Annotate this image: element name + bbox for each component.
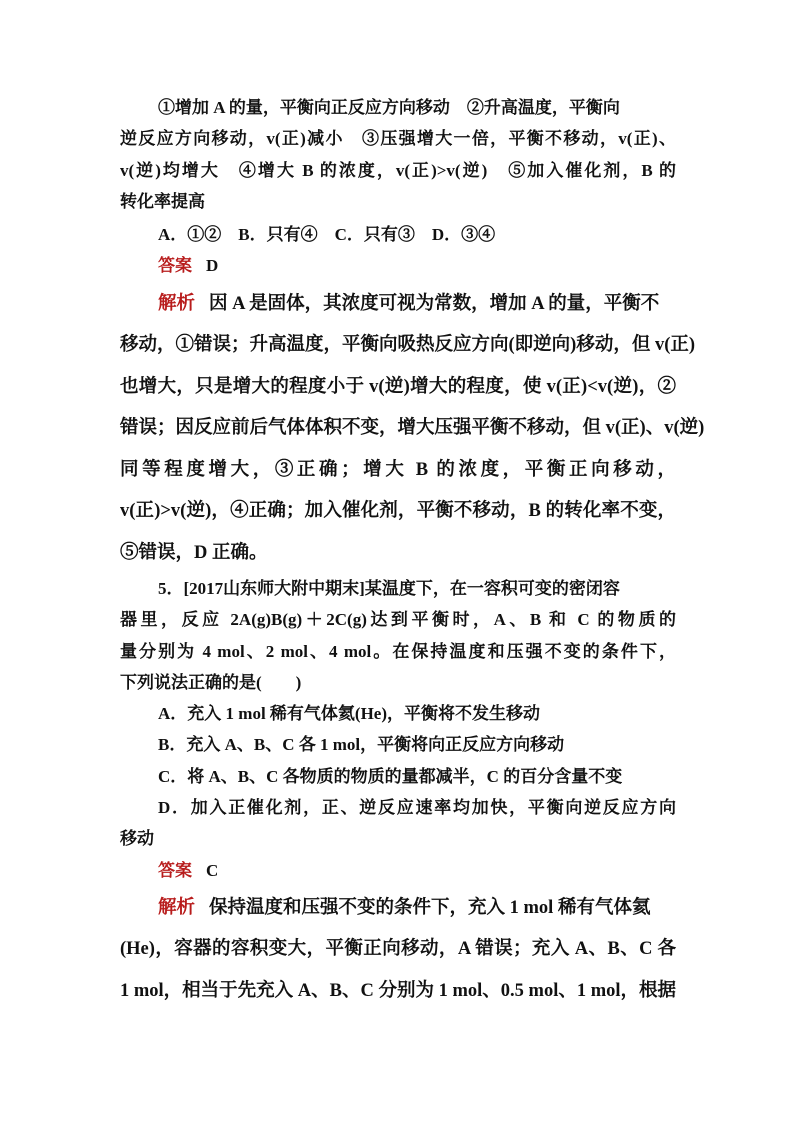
q5-stem-line-2: 器里，反应 2A(g)B(g)＋2C(g)达到平衡时，A、B 和 C 的物质的 (120, 610, 676, 629)
q4-analysis-line-6: v(正)>v(逆)，④正确；加入催化剂，平衡不移动，B 的转化率不变， (120, 501, 676, 521)
q5-option-d-cont: 移动 (120, 829, 154, 848)
q5-stem-line-1: 5．[2017山东师大附中期末]某温度下，在一容积可变的密闭容 (158, 579, 620, 598)
q4-analysis-line-2: 移动，①错误；升高温度，平衡向吸热反应方向(即逆向)移动，但 v(正) (120, 335, 696, 355)
q5-analysis-line-1 (158, 888, 676, 928)
q5-stem-line-4: 下列说法正确的是( ) (120, 673, 302, 692)
q4-analysis-line-4: 错误；因反应前后气体体积不变，增大压强平衡不移动，但 v(正)、v(逆) (120, 418, 705, 438)
q4-stem-line-2: 逆反应方向移动，v(正)减小 ③压强增大一倍，平衡不移动，v(正)、 (120, 129, 676, 148)
q5-option-d: D．加入正催化剂，正、逆反应速率均加快，平衡向逆反应方向 (158, 798, 676, 817)
analysis-label: 解析 (158, 294, 196, 314)
q4-analysis-line-1 (158, 284, 676, 324)
q4-options: A．①② B．只有④ C．只有③ D．③④ (158, 225, 496, 244)
q5-analysis-line-3: 1 mol，相当于先充入 A、B、C 分别为 1 mol、0.5 mol、1 mol，根据 (120, 981, 677, 1001)
analysis-label: 解析 (158, 898, 196, 918)
q5-option-b: B．充入 A、B、C 各 1 mol，平衡将向正反应方向移动 (158, 735, 565, 754)
q4-analysis-line-5: 同等程度增大，③正确；增大 B 的浓度，平衡正向移动， (120, 460, 676, 480)
analysis-text: 因 A 是固体，其浓度可视为常数，增加 A 的量，平衡不 (209, 294, 660, 314)
q4-stem-line-3: v(逆)均增大 ④增大 B 的浓度，v(正)>v(逆) ⑤加入催化剂，B 的 (120, 161, 676, 180)
analysis-text: 保持温度和压强不变的条件下，充入 1 mol 稀有气体氦 (209, 898, 651, 918)
q4-stem-line-1: ①增加 A 的量，平衡向正反应方向移动 ②升高温度，平衡向 (158, 98, 620, 117)
q5-stem-line-3: 量分别为 4 mol、2 mol、4 mol。在保持温度和压强不变的条件下， (120, 642, 676, 661)
q5-analysis-line-2: (He)，容器的容积变大，平衡正向移动，A 错误；充入 A、B、C 各 (120, 939, 676, 959)
answer-label: 答案 (158, 256, 192, 275)
answer-label: 答案 (158, 861, 192, 880)
q4-analysis-line-7: ⑤错误，D 正确。 (120, 543, 268, 563)
answer-value: C (206, 861, 219, 880)
q5-option-c: C．将 A、B、C 各物质的物质的量都减半，C 的百分含量不变 (158, 767, 623, 786)
q4-stem-line-4: 转化率提高 (120, 192, 205, 211)
q5-answer (158, 856, 676, 886)
q4-analysis-line-3: 也增大，只是增大的程度小于 v(逆)增大的程度，使 v(正)<v(逆)，② (120, 377, 676, 397)
q4-answer (158, 251, 676, 281)
answer-value: D (206, 256, 219, 275)
q5-option-a: A．充入 1 mol 稀有气体氦(He)，平衡将不发生移动 (158, 704, 541, 723)
